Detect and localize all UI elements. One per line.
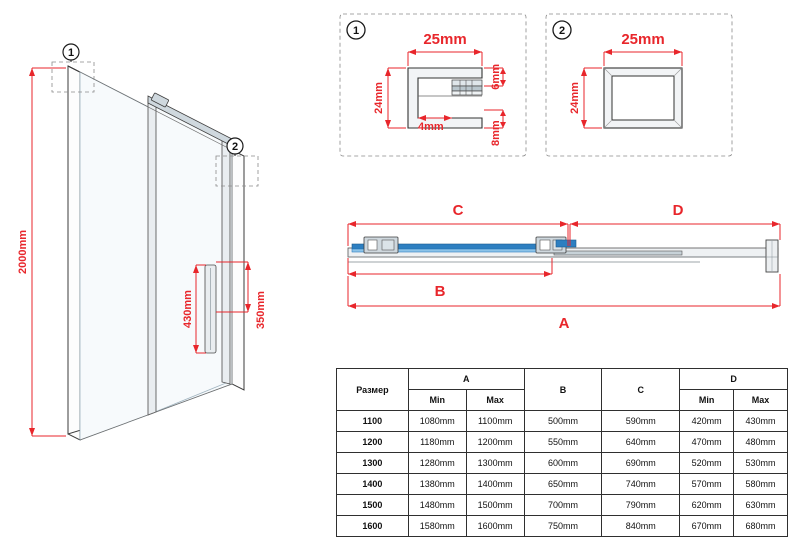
detail-2-label: 2 <box>558 25 566 37</box>
plan-rail-assembly <box>348 237 778 272</box>
size-table-container <box>336 368 788 537</box>
cell-b: 550mm <box>524 432 602 453</box>
cell-c: 690mm <box>602 453 680 474</box>
height-dimension-label: 2000mm <box>17 229 29 275</box>
cell-d-min: 620mm <box>680 495 734 516</box>
cell-d-min: 520mm <box>680 453 734 474</box>
cell-d-min: 670mm <box>680 516 734 537</box>
detail-1-right-bottom-dimension-label: 8mm <box>490 120 502 146</box>
cell-b: 500mm <box>524 411 602 432</box>
dimension-a-label: A <box>558 315 570 332</box>
cell-a-max: 1300mm <box>466 453 524 474</box>
cell-d-max: 680mm <box>734 516 788 537</box>
header-a-min: Min <box>408 390 466 411</box>
header-c: C <box>602 369 680 411</box>
table-row <box>337 516 788 537</box>
cell-c: 590mm <box>602 411 680 432</box>
detail-1-top-dimension-label: 25mm <box>423 31 467 48</box>
header-a-max: Max <box>466 390 524 411</box>
table-row <box>337 474 788 495</box>
dimension-a <box>348 274 780 332</box>
header-d-max: Max <box>734 390 788 411</box>
cell-c: 640mm <box>602 432 680 453</box>
cell-a-min: 1580mm <box>408 516 466 537</box>
cell-a-max: 1400mm <box>466 474 524 495</box>
header-b: B <box>524 369 602 411</box>
table-row <box>337 453 788 474</box>
cell-size: 1300 <box>337 453 409 474</box>
dimension-b <box>348 258 552 300</box>
cell-c: 740mm <box>602 474 680 495</box>
cell-a-min: 1480mm <box>408 495 466 516</box>
dimension-b-label: B <box>434 283 446 300</box>
detail-1-inner-dimension-label: 4mm <box>418 121 444 133</box>
dimension-d-label: D <box>672 202 684 219</box>
cell-a-max: 1200mm <box>466 432 524 453</box>
detail-2-left-dimension-label: 24mm <box>569 82 581 114</box>
cell-size: 1400 <box>337 474 409 495</box>
cell-d-min: 570mm <box>680 474 734 495</box>
cell-d-min: 470mm <box>680 432 734 453</box>
cell-d-max: 630mm <box>734 495 788 516</box>
table-row <box>337 495 788 516</box>
handle-dimension-label: 350mm <box>255 291 267 329</box>
cell-d-max: 480mm <box>734 432 788 453</box>
cell-size: 1600 <box>337 516 409 537</box>
table-row <box>337 432 788 453</box>
size-table <box>336 368 788 537</box>
cell-a-max: 1600mm <box>466 516 524 537</box>
cell-size: 1200 <box>337 432 409 453</box>
cell-d-max: 430mm <box>734 411 788 432</box>
cell-d-max: 580mm <box>734 474 788 495</box>
cell-b: 700mm <box>524 495 602 516</box>
cell-b: 650mm <box>524 474 602 495</box>
cell-a-min: 1080mm <box>408 411 466 432</box>
panel-height-dimension-label: 430mm <box>182 290 194 328</box>
cell-a-min: 1380mm <box>408 474 466 495</box>
cell-a-min: 1180mm <box>408 432 466 453</box>
header-size: Размер <box>337 369 409 411</box>
header-d-min: Min <box>680 390 734 411</box>
header-d: D <box>680 369 788 390</box>
detail-1-right-top-dimension-label: 6mm <box>490 64 502 90</box>
header-a: A <box>408 369 524 390</box>
cell-a-max: 1100mm <box>466 411 524 432</box>
cell-a-max: 1500mm <box>466 495 524 516</box>
cell-a-min: 1280mm <box>408 453 466 474</box>
detail-1-left-dimension-label: 24mm <box>373 82 385 114</box>
table-header-row-1 <box>337 369 788 390</box>
cell-d-min: 420mm <box>680 411 734 432</box>
cell-b: 750mm <box>524 516 602 537</box>
detail-1-label: 1 <box>352 25 360 37</box>
dimension-d <box>570 202 780 246</box>
table-row <box>337 411 788 432</box>
dimension-c-label: C <box>452 202 464 219</box>
cell-c: 790mm <box>602 495 680 516</box>
cell-c: 840mm <box>602 516 680 537</box>
cell-size: 1100 <box>337 411 409 432</box>
cell-b: 600mm <box>524 453 602 474</box>
cell-d-max: 530mm <box>734 453 788 474</box>
callout-2-label: 2 <box>231 141 239 153</box>
callout-1-label: 1 <box>67 47 75 59</box>
detail-2-top-dimension-label: 25mm <box>621 31 665 48</box>
cell-size: 1500 <box>337 495 409 516</box>
